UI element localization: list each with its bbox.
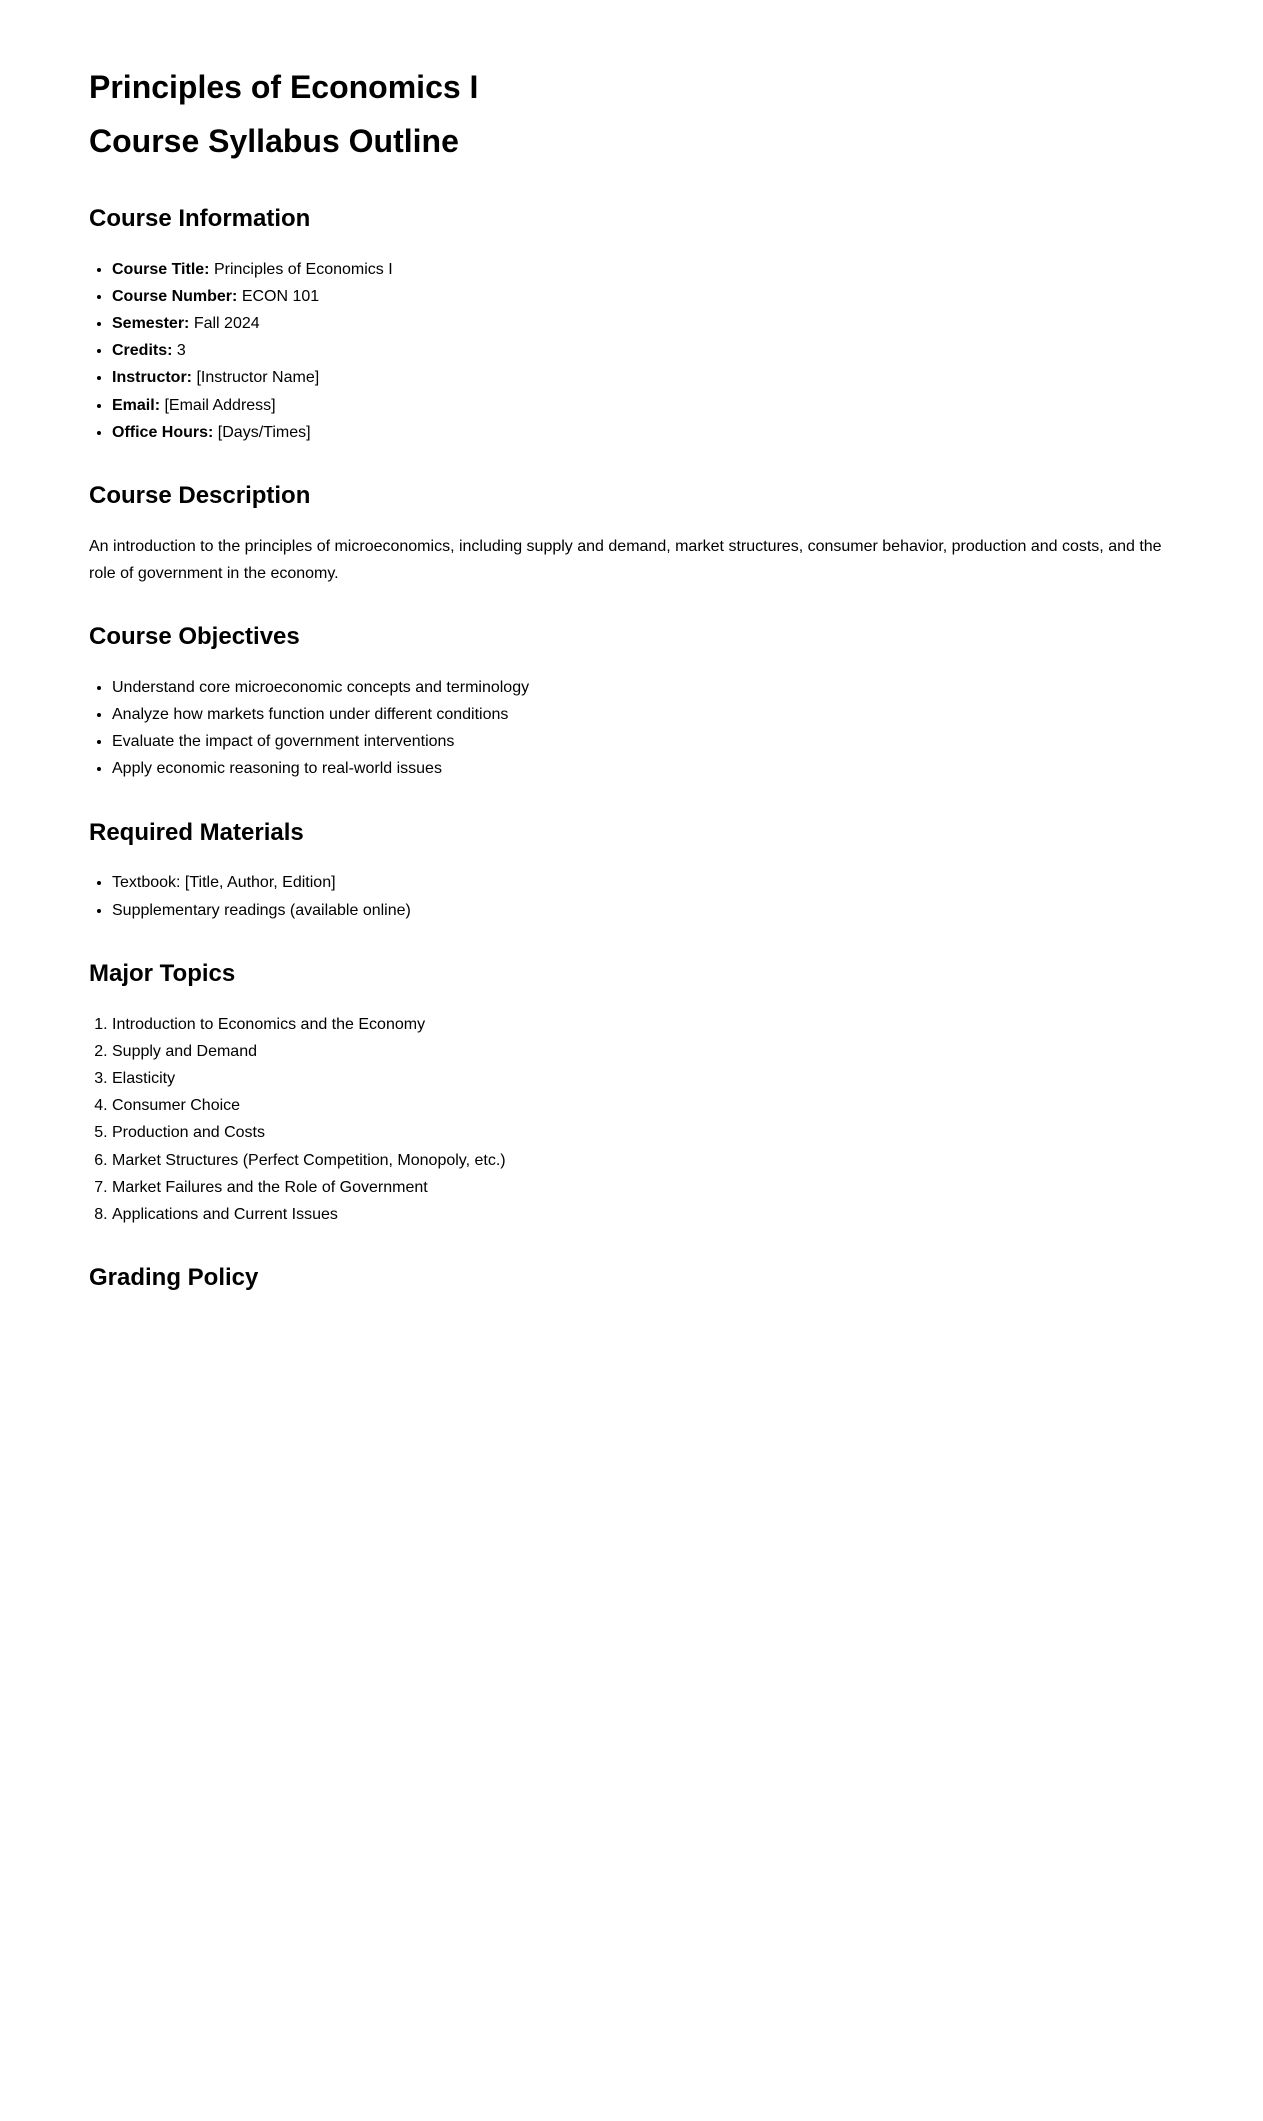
topic-item: 8. Applications and Current Issues — [112, 1201, 1174, 1228]
topic-item: 2. Supply and Demand — [112, 1038, 1174, 1065]
course-information-list — [89, 256, 1174, 446]
material-item: • Supplementary readings (available online) — [112, 897, 1174, 924]
major-topics-list — [89, 1011, 1174, 1229]
objective-item: • Evaluate the impact of government interventions — [112, 728, 1174, 755]
page-title-line-2: Course Syllabus Outline — [89, 123, 459, 160]
info-item-email — [112, 392, 1174, 419]
info-label: Course Title: — [112, 260, 210, 278]
grading-policy-section — [89, 1258, 1174, 1299]
info-label: Course Number: — [112, 287, 238, 305]
required-materials-heading: Required Materials — [89, 818, 304, 846]
page-title-line-1: Principles of Economics I — [89, 69, 479, 105]
info-value: [Instructor Name] — [196, 369, 320, 387]
info-value: 3 — [176, 342, 186, 360]
info-label: Credits: — [112, 342, 173, 360]
info-item-course-number — [112, 283, 1174, 310]
topic-item: 7. Market Failures and the Role of Government — [112, 1174, 1174, 1201]
info-value: [Days/Times] — [217, 423, 311, 441]
objective-item: • Apply economic reasoning to real-world issues — [112, 755, 1174, 782]
grading-policy-heading: Grading Policy — [89, 1264, 259, 1292]
required-materials-list — [89, 869, 1174, 923]
info-item-instructor — [112, 364, 1174, 391]
course-objectives-list — [89, 674, 1174, 783]
topic-item: 1. Introduction to Economics and the Economy — [112, 1011, 1174, 1038]
info-value: Principles of Economics I — [213, 260, 393, 278]
course-information-section — [89, 199, 1174, 446]
info-value: [Email Address] — [164, 396, 276, 414]
major-topics-section — [89, 954, 1174, 1228]
course-objectives-section — [89, 617, 1174, 783]
info-item-course-title — [112, 256, 1174, 283]
topic-item: 4. Consumer Choice — [112, 1092, 1174, 1119]
course-description-text: An introduction to the principles of microeconomics, including supply and demand, market structures, consumer behavior, production and costs, and the role of government in the economy. — [89, 537, 1162, 582]
info-label: Instructor: — [112, 369, 192, 387]
info-value: ECON 101 — [241, 287, 320, 305]
page-title — [89, 60, 1174, 169]
course-information-heading: Course Information — [89, 204, 311, 232]
course-description-section — [89, 476, 1174, 587]
topic-item: 5. Production and Costs — [112, 1119, 1174, 1146]
info-value: Fall 2024 — [193, 314, 260, 332]
topic-item: 6. Market Structures (Perfect Competition, Monopoly, etc.) — [112, 1147, 1174, 1174]
course-objectives-heading: Course Objectives — [89, 623, 300, 651]
objective-item: • Analyze how markets function under different conditions — [112, 701, 1174, 728]
course-description-heading: Course Description — [89, 481, 311, 509]
topic-item: 3. Elasticity — [112, 1065, 1174, 1092]
major-topics-heading: Major Topics — [89, 959, 236, 987]
info-item-office-hours — [112, 419, 1174, 446]
info-item-semester — [112, 310, 1174, 337]
info-item-credits — [112, 337, 1174, 364]
required-materials-section — [89, 813, 1174, 924]
info-label: Semester: — [112, 314, 190, 332]
material-item: • Textbook: [Title, Author, Edition] — [112, 869, 1174, 896]
info-label: Email: — [112, 396, 161, 414]
info-label: Office Hours: — [112, 423, 214, 441]
objective-item: • Understand core microeconomic concepts and terminology — [112, 674, 1174, 701]
